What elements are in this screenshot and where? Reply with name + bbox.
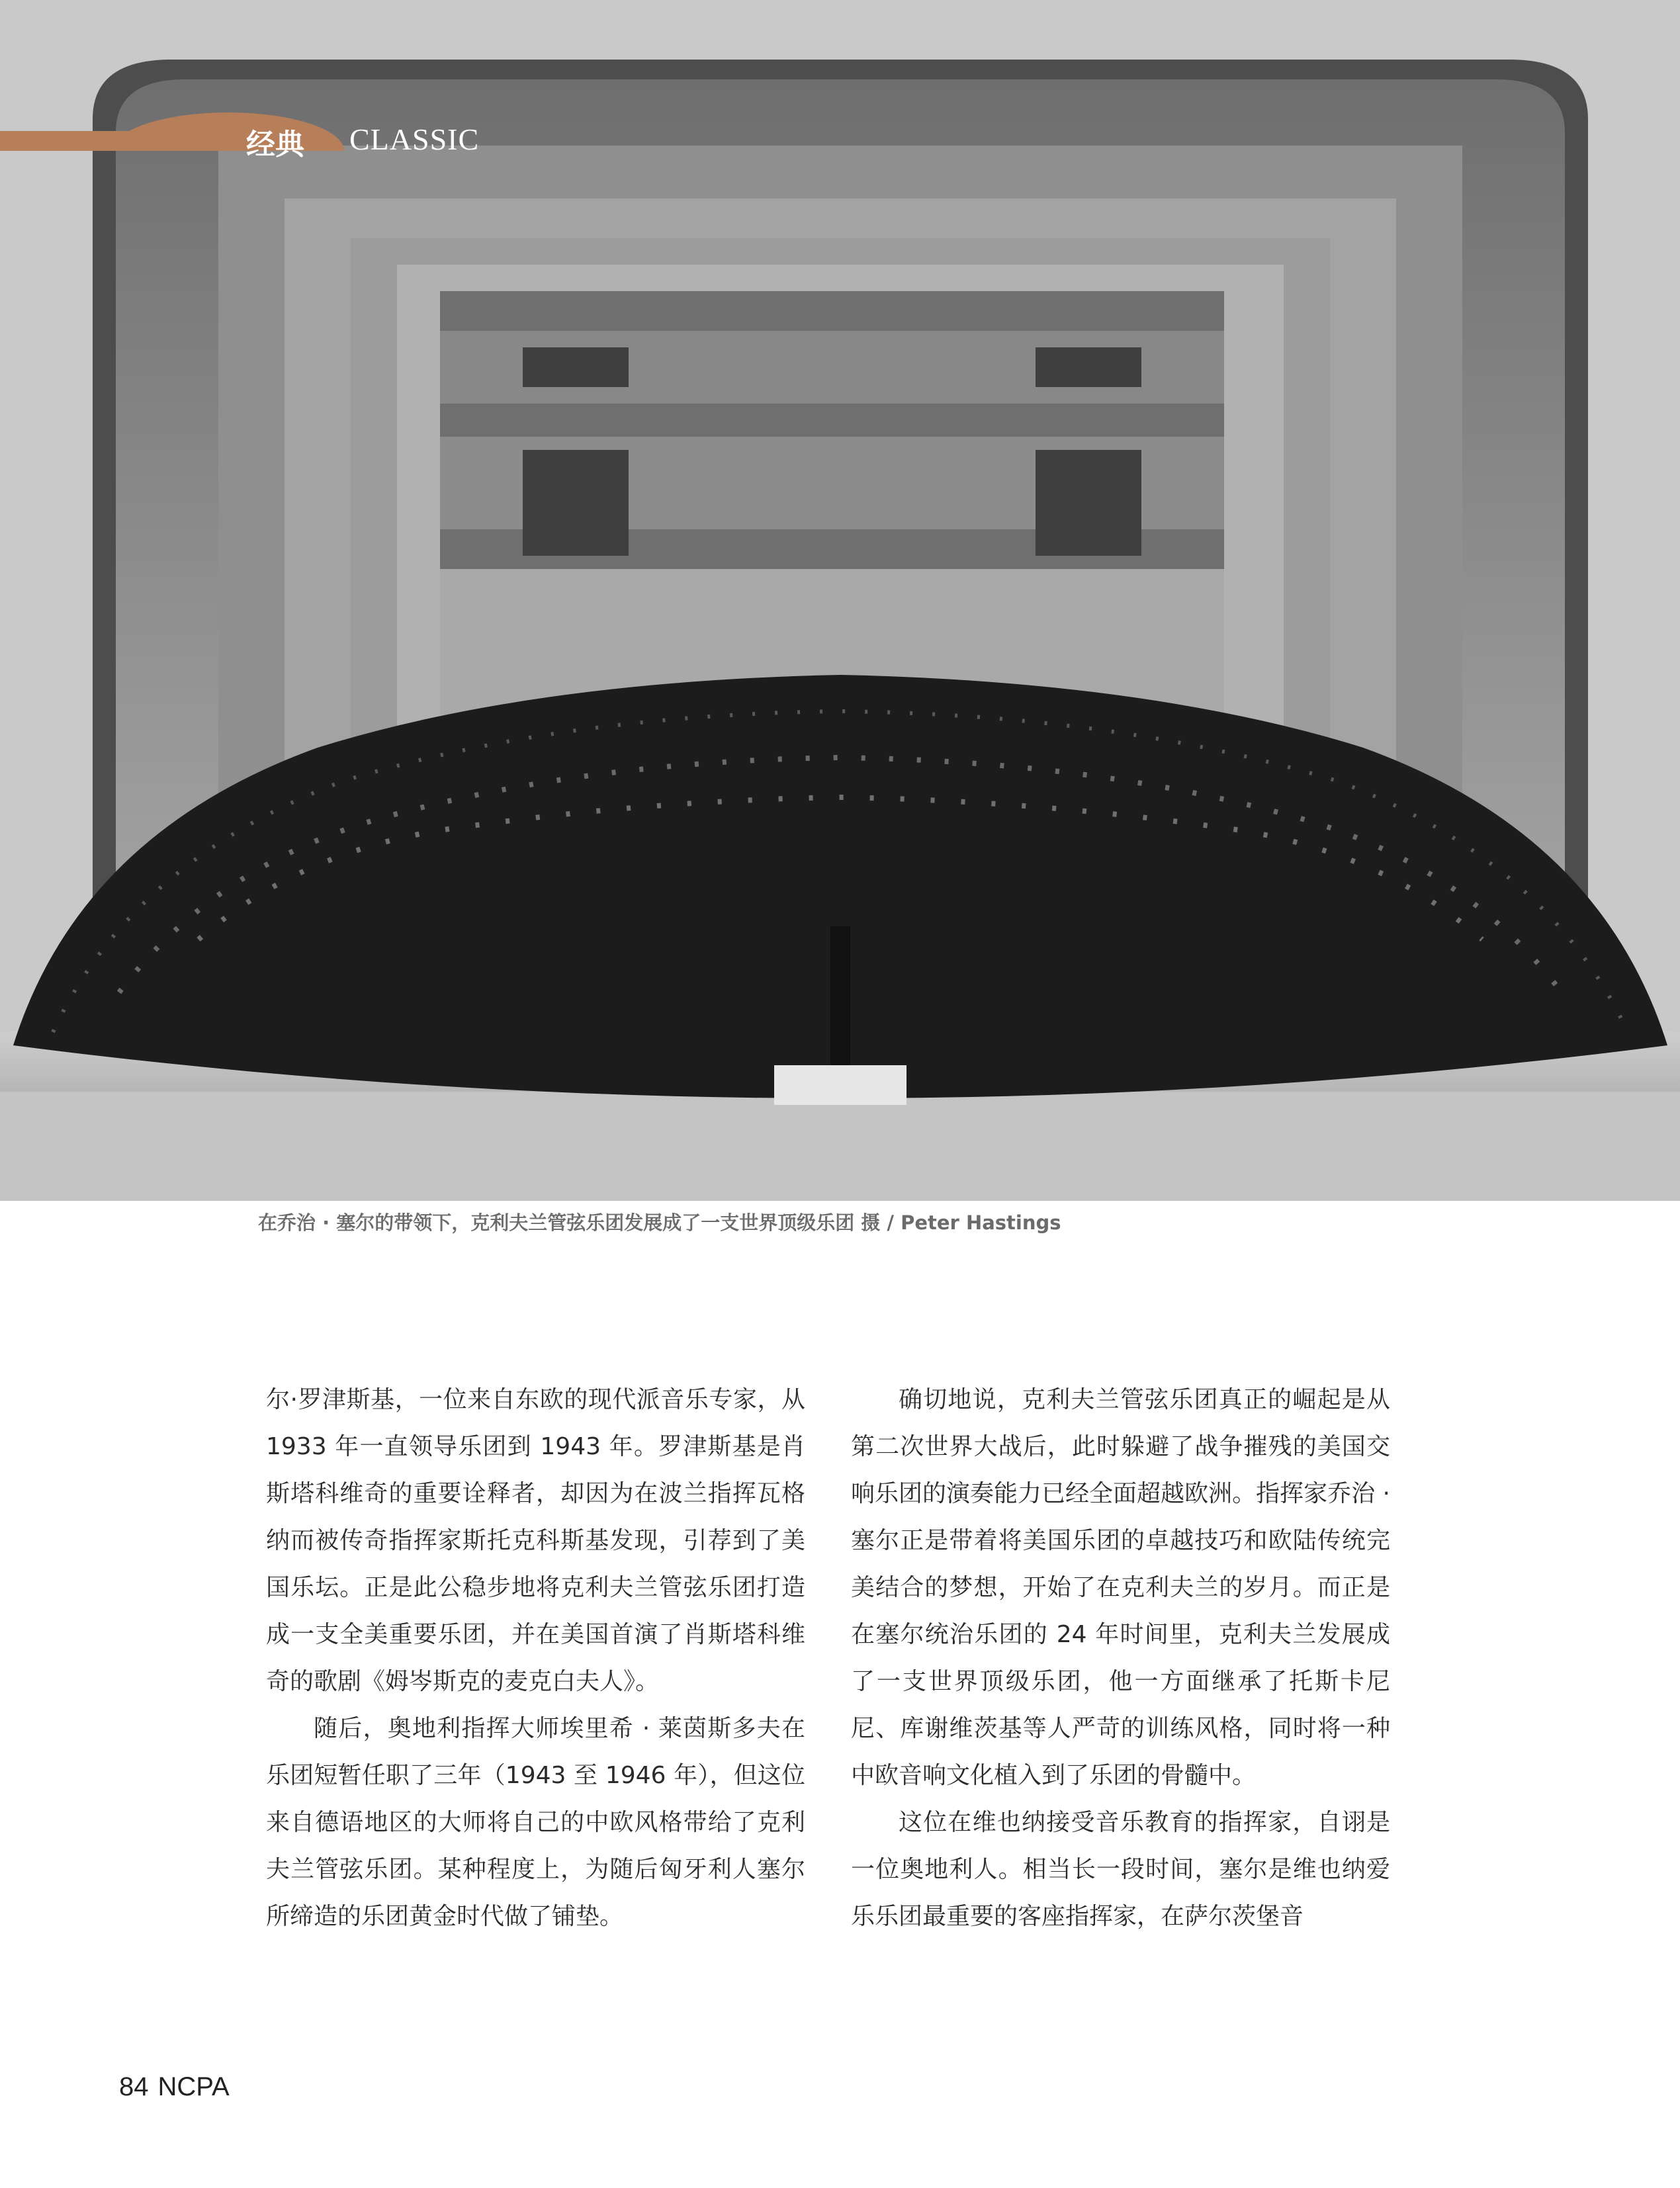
photo-caption: 在乔治 · 塞尔的带领下，克利夫兰管弦乐团发展成了一支世界顶级乐团 摄 / Peter Hastings: [258, 1211, 1061, 1234]
page-number: 84: [119, 2072, 149, 2101]
section-label-english: CLASSIC: [349, 122, 480, 156]
magazine-name: NCPA: [157, 2072, 230, 2101]
section-label-chinese: 经典: [246, 128, 304, 161]
page-footer: [119, 2072, 230, 2102]
article-paragraph: 随后，奥地利指挥大师埃里希 · 莱茵斯多夫在乐团短暂任职了三年（1943 至 1946 年），但这位来自德语地区的大师将自己的中欧风格带给了克利夫兰管弦乐团。某种程度上，为随后匈牙利人塞尔所缔造的乐团黄金时代做了铺垫。: [266, 1715, 805, 1930]
article-column-right: [851, 1376, 1390, 1940]
article-paragraph: 确切地说，克利夫兰管弦乐团真正的崛起是从第二次世界大战后，此时躲避了战争摧残的美国交响乐团的演奏能力已经全面超越欧洲。指挥家乔治 · 塞尔正是带着将美国乐团的卓越技巧和欧陆传统完美结合的梦想，开始了在克利夫兰的岁月。而正是在塞尔统治乐团的 24 年时间里，克利夫兰发展成了一支世界顶级乐团，他一方面继承了托斯卡尼尼、库谢维茨基等人严苛的训练风格，同时将一种中欧音响文化植入到了乐团的骨髓中。: [851, 1386, 1390, 1789]
section-tag-arc: [112, 112, 344, 151]
article-column-left: [266, 1376, 805, 1940]
article-paragraph: 这位在维也纳接受音乐教育的指挥家，自诩是一位奥地利人。相当长一段时间，塞尔是维也纳爱乐乐团最重要的客座指挥家，在萨尔茨堡音: [851, 1809, 1390, 1930]
article-paragraph: 尔·罗津斯基，一位来自东欧的现代派音乐专家，从 1933 年一直领导乐团到 1943 年。罗津斯基是肖斯塔科维奇的重要诠释者，却因为在波兰指挥瓦格纳而被传奇指挥家斯托克科斯基发现，引荐到了美国乐坛。正是此公稳步地将克利夫兰管弦乐团打造成一支全美重要乐团，并在美国首演了肖斯塔科维奇的歌剧《姆岑斯克的麦克白夫人》。: [266, 1386, 805, 1695]
section-tag: [0, 112, 503, 159]
